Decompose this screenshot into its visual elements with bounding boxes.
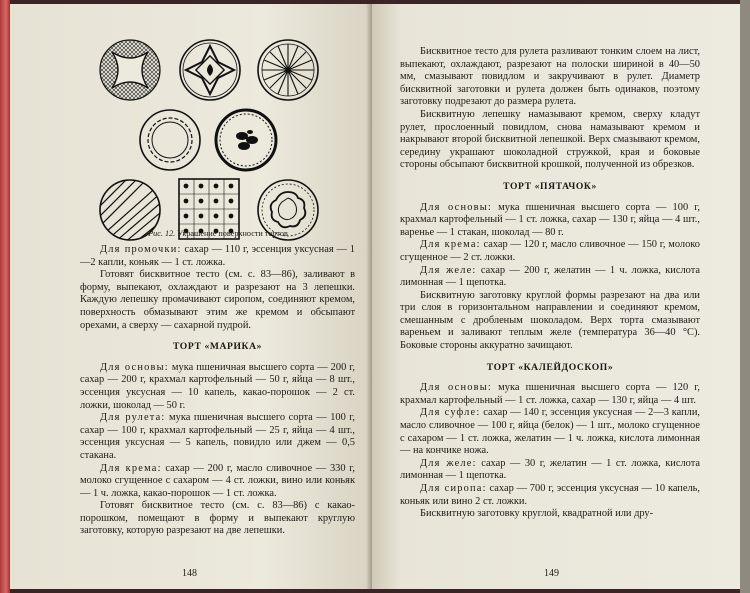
paragraph-text: сахар — 700 г, эссенция уксусная — 10 капель, коньяк или вино 2 ст. ложки. <box>400 483 701 507</box>
right-page <box>372 4 740 589</box>
paragraph-text: Бисквитную заготовку круглой формы разрезают на два или три слоя в горизонтальном направлении и соединяют кремом, смешанным с дробленым шоколадом. Верх торта смазывают вареньем и заливают теплым желе (температура 36—40 °С). Боковые стороны аккуратно зачищают. <box>400 289 700 352</box>
page-number: 149 <box>544 568 559 579</box>
paragraph <box>400 407 700 457</box>
paragraph-text: сахар — 200 г, масло сливочное — 330 г, молоко сгущенное с сахаром — 4 ст. ложки, вино или коньяк — 1 ч. ложка, какао-порошок — 1 ст. ложка. <box>80 462 355 499</box>
paragraph-text: сахар — 120 г, масло сливочное — 150 г, молоко сгущенное — 2 ст. ложки. <box>400 239 700 263</box>
ingredient-lead: Для основы: <box>420 201 493 213</box>
paragraph <box>400 202 700 240</box>
paragraph <box>400 290 700 353</box>
page-edge <box>740 0 750 593</box>
ingredient-lead: Для желе: <box>420 264 477 276</box>
recipe-heading: ТОРТ «ПЯТАЧОК» <box>503 180 597 192</box>
paragraph <box>80 362 355 412</box>
ingredient-lead: Для промочки: <box>100 244 182 255</box>
paragraph <box>400 508 700 521</box>
ingredient-lead: Для крема: <box>100 462 162 474</box>
figure-caption-text: Украшение поверхности тортов <box>177 229 288 238</box>
paragraph-text: Готовят бисквитное тесто (см. с. 83—86), заливают в форму, выпекают, охлаждают и разрезают на 3 лепешки. Каждую лепешку промачивают сиропом, соединяют кремом, поверхность обмазывают этим же кремом и обсыпают орехами, а сверху — сахарной пудрой. <box>80 269 355 331</box>
ingredient-lead: Для рулета: <box>100 412 166 424</box>
cake-pattern-rays <box>256 38 320 102</box>
ingredient-lead: Для суфле: <box>420 407 481 419</box>
paragraph-text: Готовят бисквитное тесто (см. с. 83—86) с какао-порошком, помещают в форму и выпекают круглую заготовку, которую разрезают на две лепешки. <box>80 500 355 537</box>
cake-decoration-figure <box>96 34 326 224</box>
cake-pattern-scalloped-ring <box>138 108 202 172</box>
paragraph <box>80 269 355 332</box>
recipe-heading: ТОРТ «МАРИКА» <box>172 341 263 353</box>
cake-pattern-lattice <box>98 38 162 102</box>
ingredient-lead: Для желе: <box>420 457 477 469</box>
ingredient-lead: Для основы: <box>100 361 169 373</box>
paragraph-text: сахар — 110 г, эссенция уксусная — 1—2 капли, коньяк — 1 ст. ложка. <box>80 244 355 268</box>
cake-pattern-dots <box>214 108 278 172</box>
ingredient-lead: Для основы: <box>420 382 493 394</box>
left-page-text <box>80 244 355 538</box>
paragraph <box>80 244 355 269</box>
paragraph-text: мука пшеничная высшего сорта — 100 г, сахар — 100 г, крахмал картофельный — 25 г, яйца — 4 шт., эссенция уксусная — 5 капель, повидло или джем — 0,5 стакана. <box>80 412 355 461</box>
cake-pattern-star <box>178 38 242 102</box>
ingredient-lead: Для сиропа: <box>420 483 487 494</box>
paragraph: Бисквитную лепешку намазывают кремом, сверху кладут рулет, прослоенный повидлом, снова намазывают кремом и накрывают второй бисквитной лепешкой. Верх смазывают кремом, середину украшают шоколадной стружкой, края и боковые стороны обсыпают бисквитной крошкой, полученной из обрезков. <box>400 108 700 171</box>
paragraph <box>400 483 700 508</box>
recipe-heading: ТОРТ «КАЛЕЙДОСКОП» <box>486 361 614 373</box>
left-page <box>10 4 372 589</box>
book-cover-edge <box>0 0 10 593</box>
page-number: 148 <box>182 568 197 579</box>
paragraph <box>400 458 700 483</box>
paragraph <box>400 265 700 290</box>
paragraph-text: сахар — 30 г, желатин — 1 ст. ложка, кислота лимонная — 1 щепотка. <box>400 457 700 482</box>
paragraph-text: сахар — 200 г, желатин — 1 ч. ложка, кислота лимонная — 1 щепотка. <box>400 264 700 289</box>
paragraph-text: сахар — 140 г, эссенция уксусная — 2—3 капли, масло сливочное — 100 г, яйца (белок) — 1 шт., молоко сгущенное с сахаром — 1 ст. ложка, желатин — 1 ч. ложка, кислота лимонная — на кончике ножа. <box>400 407 700 457</box>
paragraph-text: Бисквитную заготовку круглой, квадратной или дру- <box>420 508 654 520</box>
figure-caption <box>98 229 338 238</box>
paragraph-text: мука пшеничная высшего сорта — 120 г, крахмал картофельный — 1 ст. ложка, сахар — 130 г, яйца — 4 шт. <box>400 382 700 406</box>
paragraph: Бисквитное тесто для рулета разливают тонким слоем на лист, выпекают, охлаждают, разрезают на полоски шириной в 40—50 мм, смазывают повидлом и закручивают в рулет. Диаметр бисквитной заготовки и рулета должен быть одинаков, поэтому заготовку подрезают до размера рулета. <box>400 46 700 108</box>
ingredient-lead: Для крема: <box>420 239 481 251</box>
paragraph <box>400 239 700 264</box>
paragraph <box>400 382 700 407</box>
paragraph <box>80 412 355 462</box>
paragraph <box>80 500 355 538</box>
right-page-text <box>400 46 700 521</box>
paragraph-text: мука пшеничная высшего сорта — 100 г, крахмал картофельный — 1 ст. ложка, сахар — 130 г, яйца — 4 шт., варенье — 1 стакан, шоколад — 80 г. <box>400 201 700 238</box>
paragraph-text: мука пшеничная высшего сорта — 200 г, сахар — 200 г, крахмал картофельный — 50 г, яйца — 8 шт., эссенция уксусная — 10 капель, какао-порошок — 2 ст. ложки, шоколад — 50 г. <box>80 361 355 411</box>
figure-caption-label: Рис. 12. <box>148 229 176 238</box>
paragraph <box>80 463 355 501</box>
